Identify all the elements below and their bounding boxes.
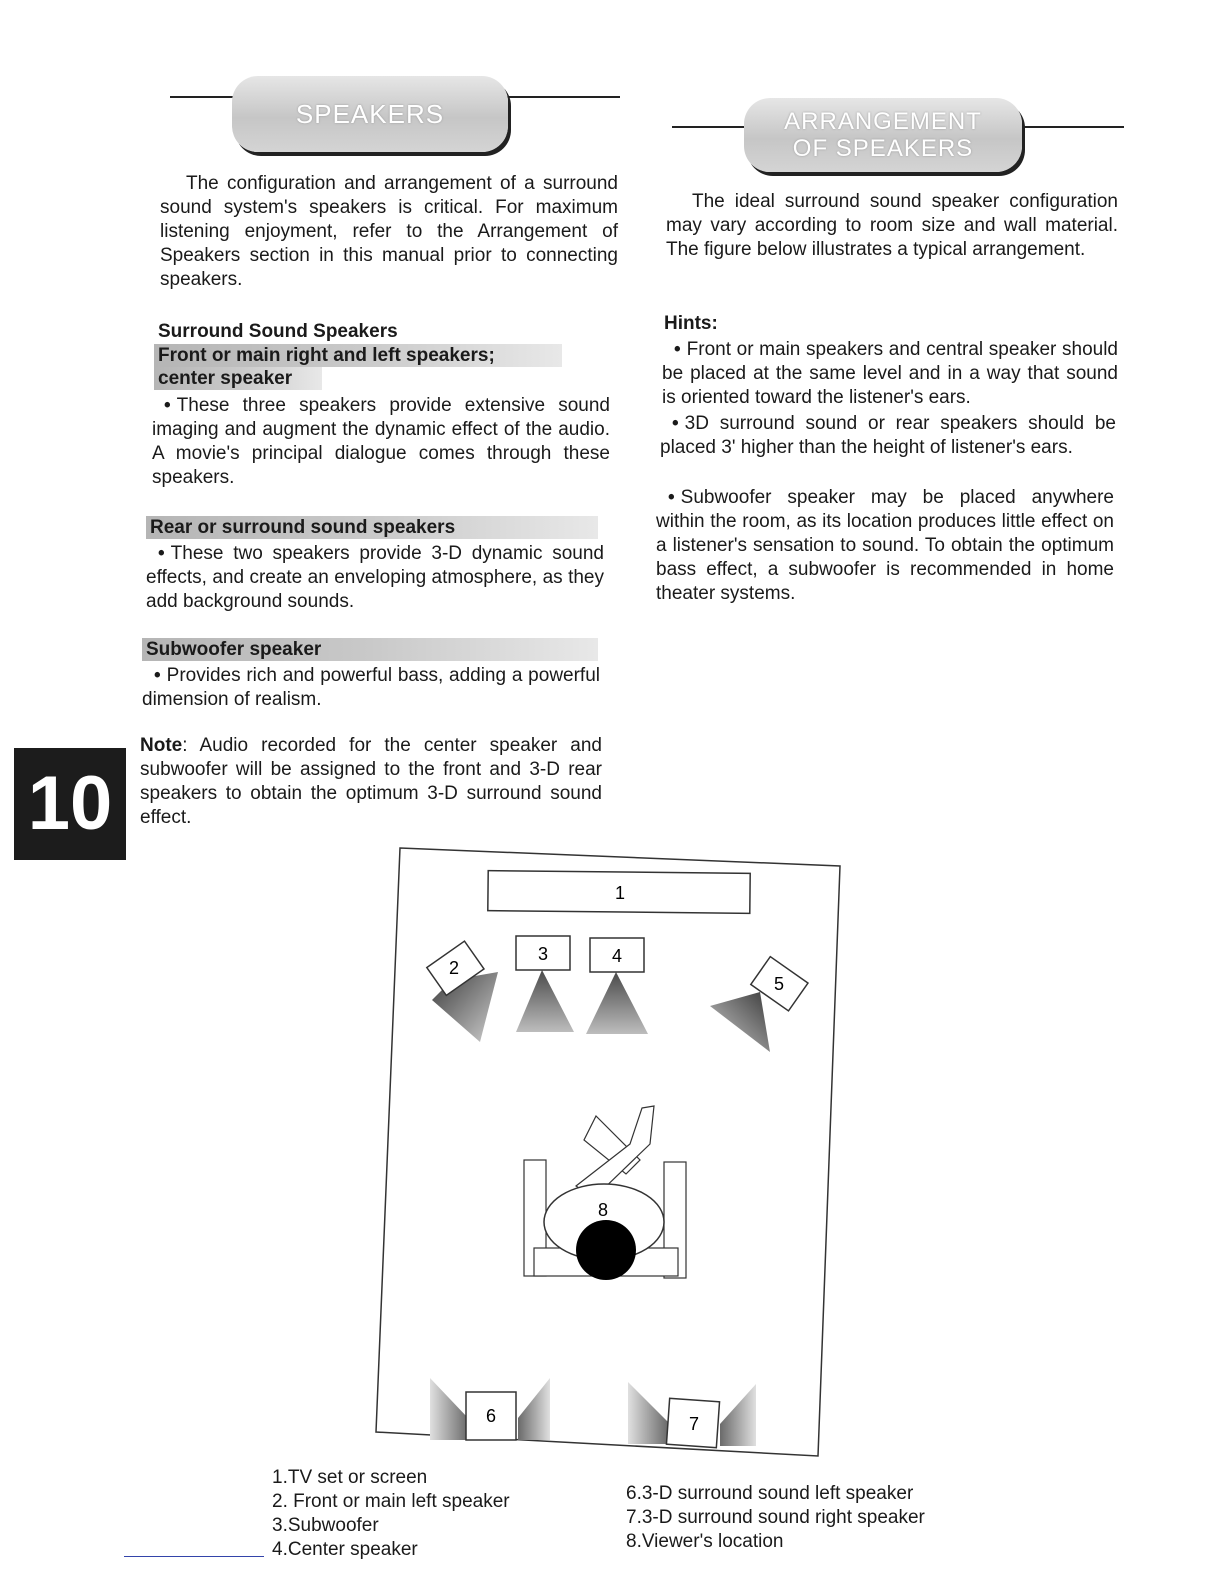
rear-speakers-text: • These two speakers provide 3-D dynamic sound effects, and create an enveloping atmosphere, as they add background sounds. — [146, 543, 604, 612]
legend-item: 4.Center speaker — [272, 1539, 418, 1560]
bullet-icon: • — [154, 665, 161, 686]
arrangement-intro: The ideal surround sound speaker configuration may vary according to room size and wall material. The figure below illustrates a typical arrangement. — [666, 191, 1118, 260]
page-number: 10 — [14, 748, 126, 860]
label-2: 2 — [448, 958, 460, 978]
hint-1: • Front or main speakers and central speaker should be placed at the same level and in a way that sound is oriented toward the listener's ears. — [662, 339, 1118, 408]
bullet-icon: • — [164, 395, 171, 416]
section-title-speakers — [232, 76, 508, 152]
surround-sound-heading: Surround Sound Speakers — [158, 321, 398, 342]
hint-3: • Subwoofer speaker may be placed anywhere within the room, as its location produces little effect on a listener's sensation to sound. To obtain the optimum bass effect, a subwoofer is recommended in home theater systems. — [656, 487, 1114, 604]
label-4: 4 — [611, 946, 623, 966]
bullet-icon: • — [668, 487, 675, 508]
legend-item: 3.Subwoofer — [272, 1515, 379, 1536]
legend-column-2 — [626, 1482, 925, 1554]
subwoofer-band: Subwoofer speaker — [142, 638, 598, 661]
front-speakers-band-2: center speaker — [154, 367, 322, 390]
note-text: Note: Audio recorded for the center speaker and subwoofer will be assigned to the front and 3-D rear speakers to obtain the optimum 3-D surround sound effect. — [140, 735, 602, 828]
label-8: 8 — [597, 1200, 609, 1220]
label-7: 7 — [688, 1414, 700, 1434]
legend-item: 2. Front or main left speaker — [272, 1491, 510, 1512]
speakers-intro: The configuration and arrangement of a surround sound system's speakers is critical. For maximum listening enjoyment, refer to the Arrangement of Speakers section in this manual prior to connecting speakers. — [160, 173, 618, 290]
section-title-line-1: ARRANGEMENT — [784, 108, 982, 135]
hints-heading: Hints: — [664, 313, 718, 334]
legend-column-1 — [272, 1466, 510, 1562]
front-speakers-band-1: Front or main right and left speakers; — [154, 344, 562, 367]
bullet-icon: • — [672, 413, 679, 434]
footer-rule — [124, 1556, 264, 1557]
section-title-arrangement — [744, 98, 1022, 172]
section-title-text: SPEAKERS — [295, 99, 445, 129]
section-title-line-2: OF SPEAKERS — [792, 135, 974, 162]
speaker-arrangement-diagram — [370, 844, 846, 1460]
subwoofer-text: • Provides rich and powerful bass, adding a powerful dimension of realism. — [142, 665, 600, 710]
rear-speakers-band: Rear or surround sound speakers — [146, 516, 598, 539]
bullet-icon: • — [158, 543, 165, 564]
legend-item: 7.3-D surround sound right speaker — [626, 1507, 925, 1528]
front-speakers-text: • These three speakers provide extensive sound imaging and augment the dynamic effect of the audio. A movie's principal dialogue comes through these speakers. — [152, 395, 610, 488]
legend-item: 1.TV set or screen — [272, 1467, 428, 1488]
label-5: 5 — [773, 974, 785, 994]
legend-item: 6.3-D surround sound left speaker — [626, 1483, 914, 1504]
bullet-icon: • — [674, 339, 681, 360]
legend-item: 8.Viewer's location — [626, 1531, 784, 1552]
label-1: 1 — [614, 883, 626, 903]
label-3: 3 — [537, 944, 549, 964]
hint-2: • 3D surround sound or rear speakers should be placed 3' higher than the height of listener's ears. — [660, 413, 1116, 458]
note-label: Note — [140, 735, 183, 756]
label-6: 6 — [485, 1406, 497, 1426]
